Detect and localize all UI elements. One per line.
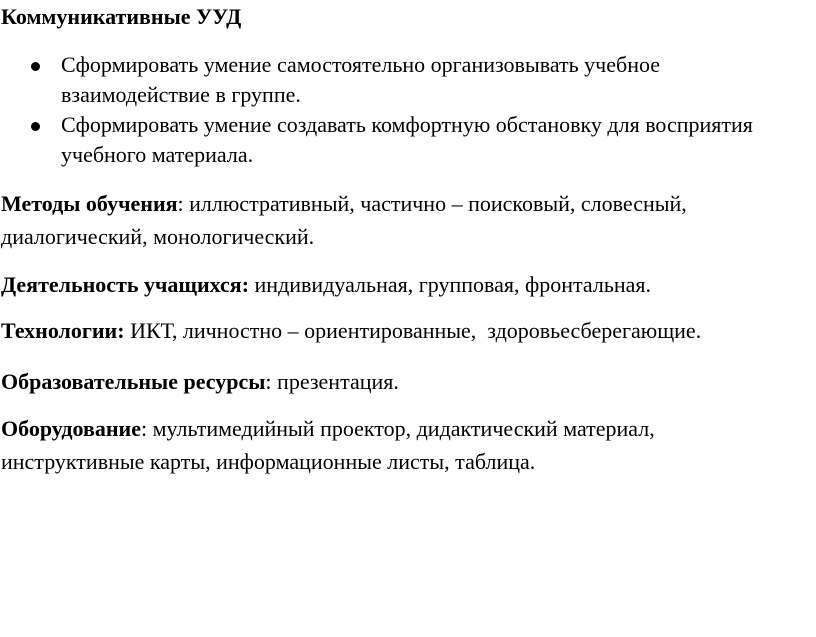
activity-label: Деятельность учащихся: bbox=[1, 272, 250, 297]
list-item-line: Сформировать умение создавать комфортную обстановку для восприятия bbox=[61, 112, 753, 137]
methods-text: иллюстративный, частично – поисковый, словесный, bbox=[183, 191, 687, 216]
equipment-separator: : bbox=[140, 416, 148, 441]
resources-paragraph bbox=[1, 365, 399, 398]
methods-paragraph bbox=[1, 187, 687, 253]
activity-paragraph bbox=[1, 268, 651, 301]
activity-text: индивидуальная, групповая, фронтальная. bbox=[249, 272, 652, 297]
resources-text: презентация. bbox=[271, 369, 399, 394]
resources-separator: : bbox=[265, 369, 272, 394]
equipment-line bbox=[1, 412, 655, 445]
list-item-line: Сформировать умение самостоятельно организовывать учебное bbox=[61, 52, 660, 77]
resources-label: Образовательные ресурсы bbox=[1, 369, 266, 394]
technologies-label: Технологии: bbox=[1, 318, 125, 343]
methods-label: Методы обучения bbox=[1, 191, 178, 216]
bullet-icon bbox=[31, 122, 40, 131]
list-item-line: учебного материала. bbox=[61, 142, 254, 167]
list-item bbox=[0, 50, 816, 110]
section-heading: Коммуникативные УУД bbox=[1, 4, 242, 29]
equipment-line: инструктивные карты, информационные листы, таблица. bbox=[1, 449, 536, 474]
list-item-line: взаимодействие в группе. bbox=[61, 82, 301, 107]
methods-separator: : bbox=[177, 191, 184, 216]
methods-line: диалогический, монологический. bbox=[1, 224, 315, 249]
methods-line bbox=[1, 187, 687, 220]
equipment-text: мультимедийный проектор, дидактический материал, bbox=[147, 416, 655, 441]
technologies-text: ИКТ, личностно – ориентированные, здоровьесберегающие. bbox=[124, 318, 702, 343]
list-item bbox=[0, 110, 816, 170]
equipment-label: Оборудование bbox=[1, 416, 141, 441]
equipment-paragraph bbox=[1, 412, 655, 478]
bullet-list bbox=[0, 50, 816, 170]
bullet-icon bbox=[31, 62, 40, 71]
technologies-paragraph bbox=[1, 314, 701, 347]
